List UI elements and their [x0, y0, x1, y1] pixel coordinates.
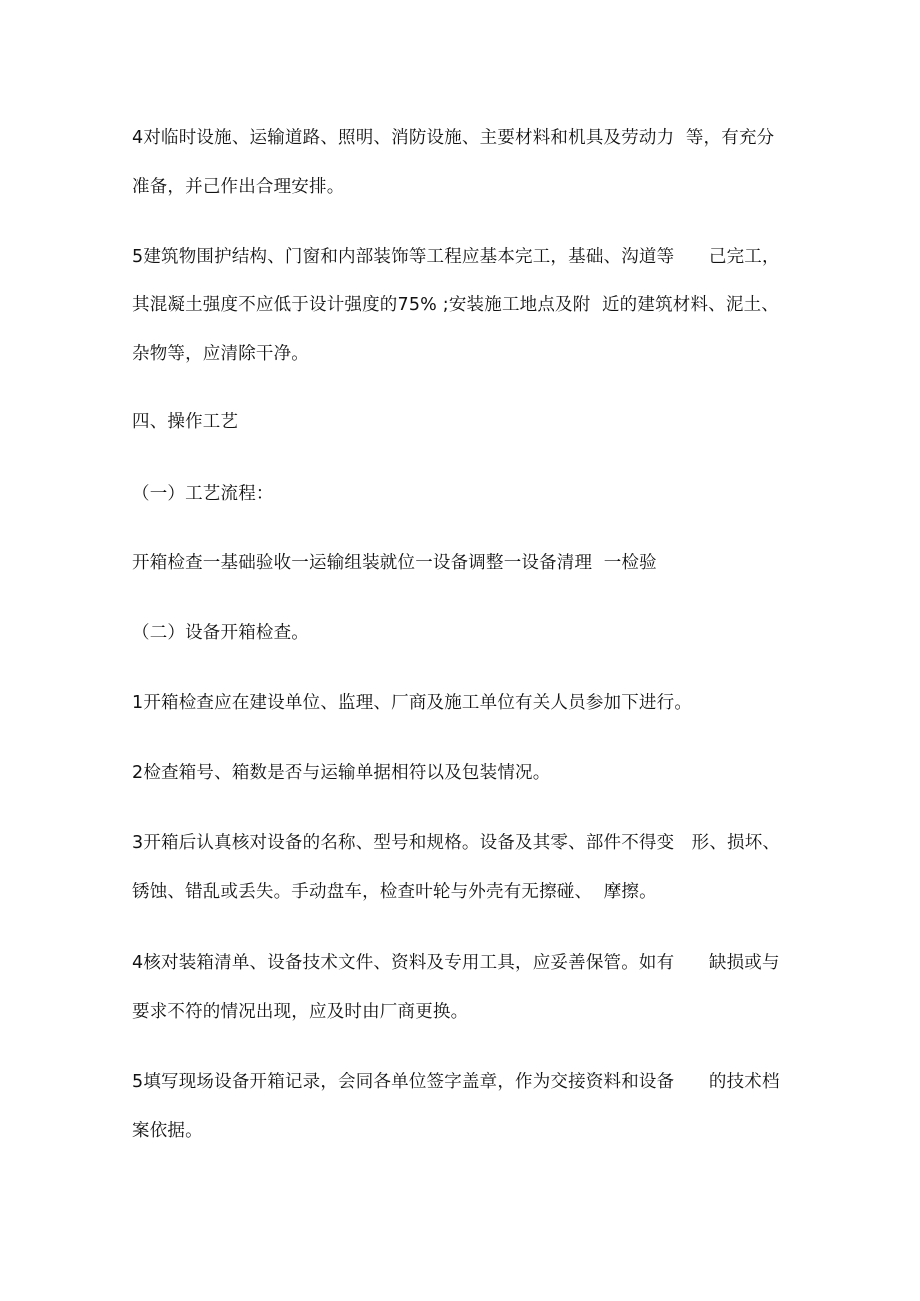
paragraph-line: 5填写现场设备开箱记录，会同各单位签字盖章，作为交接资料和设备 的技术档 — [132, 1072, 780, 1092]
paragraph-line: 2检查箱号、箱数是否与运输单据相符以及包装情况。 — [132, 763, 551, 783]
subsection-heading: （二）设备开箱检查。 — [132, 623, 309, 643]
section-heading: 四、操作工艺 — [132, 412, 239, 432]
paragraph-line: 准备，并己作出合理安排。 — [132, 177, 345, 197]
subsection-heading: （一）工艺流程： — [132, 484, 274, 504]
paragraph-line: 要求不符的情况出现，应及时由厂商更换。 — [132, 1002, 469, 1022]
paragraph-line: 其混凝土强度不应低于设计强度的75% ;安装施工地点及附 近的建筑材料、泥土、 — [132, 295, 779, 315]
paragraph-line: 1开箱检查应在建设单位、监理、厂商及施工单位有关人员参加下进行。 — [132, 693, 693, 713]
paragraph-line: 4核对装箱清单、设备技术文件、资料及专用工具，应妥善保管。如有 缺损或与 — [132, 953, 780, 973]
paragraph-line: 杂物等，应清除干净。 — [132, 344, 309, 364]
paragraph-line: 锈蚀、错乱或丢失。手动盘车，检查叶轮与外壳有无擦碰、 摩擦。 — [132, 882, 657, 902]
process-flow-text: 开箱检查一基础验收一运输组装就位一设备调整一设备清理 一检验 — [132, 553, 657, 573]
paragraph-line: 案依据。 — [132, 1121, 203, 1141]
paragraph-line: 4对临时设施、运输道路、照明、消防设施、主要材料和机具及劳动力 等，有充分 — [132, 128, 775, 148]
paragraph-line: 3开箱后认真核对设备的名称、型号和规格。设备及其零、部件不得变 形、损坏、 — [132, 833, 781, 853]
paragraph-line: 5建筑物围护结构、门窗和内部装饰等工程应基本完工，基础、沟道等 己完工， — [132, 247, 780, 267]
